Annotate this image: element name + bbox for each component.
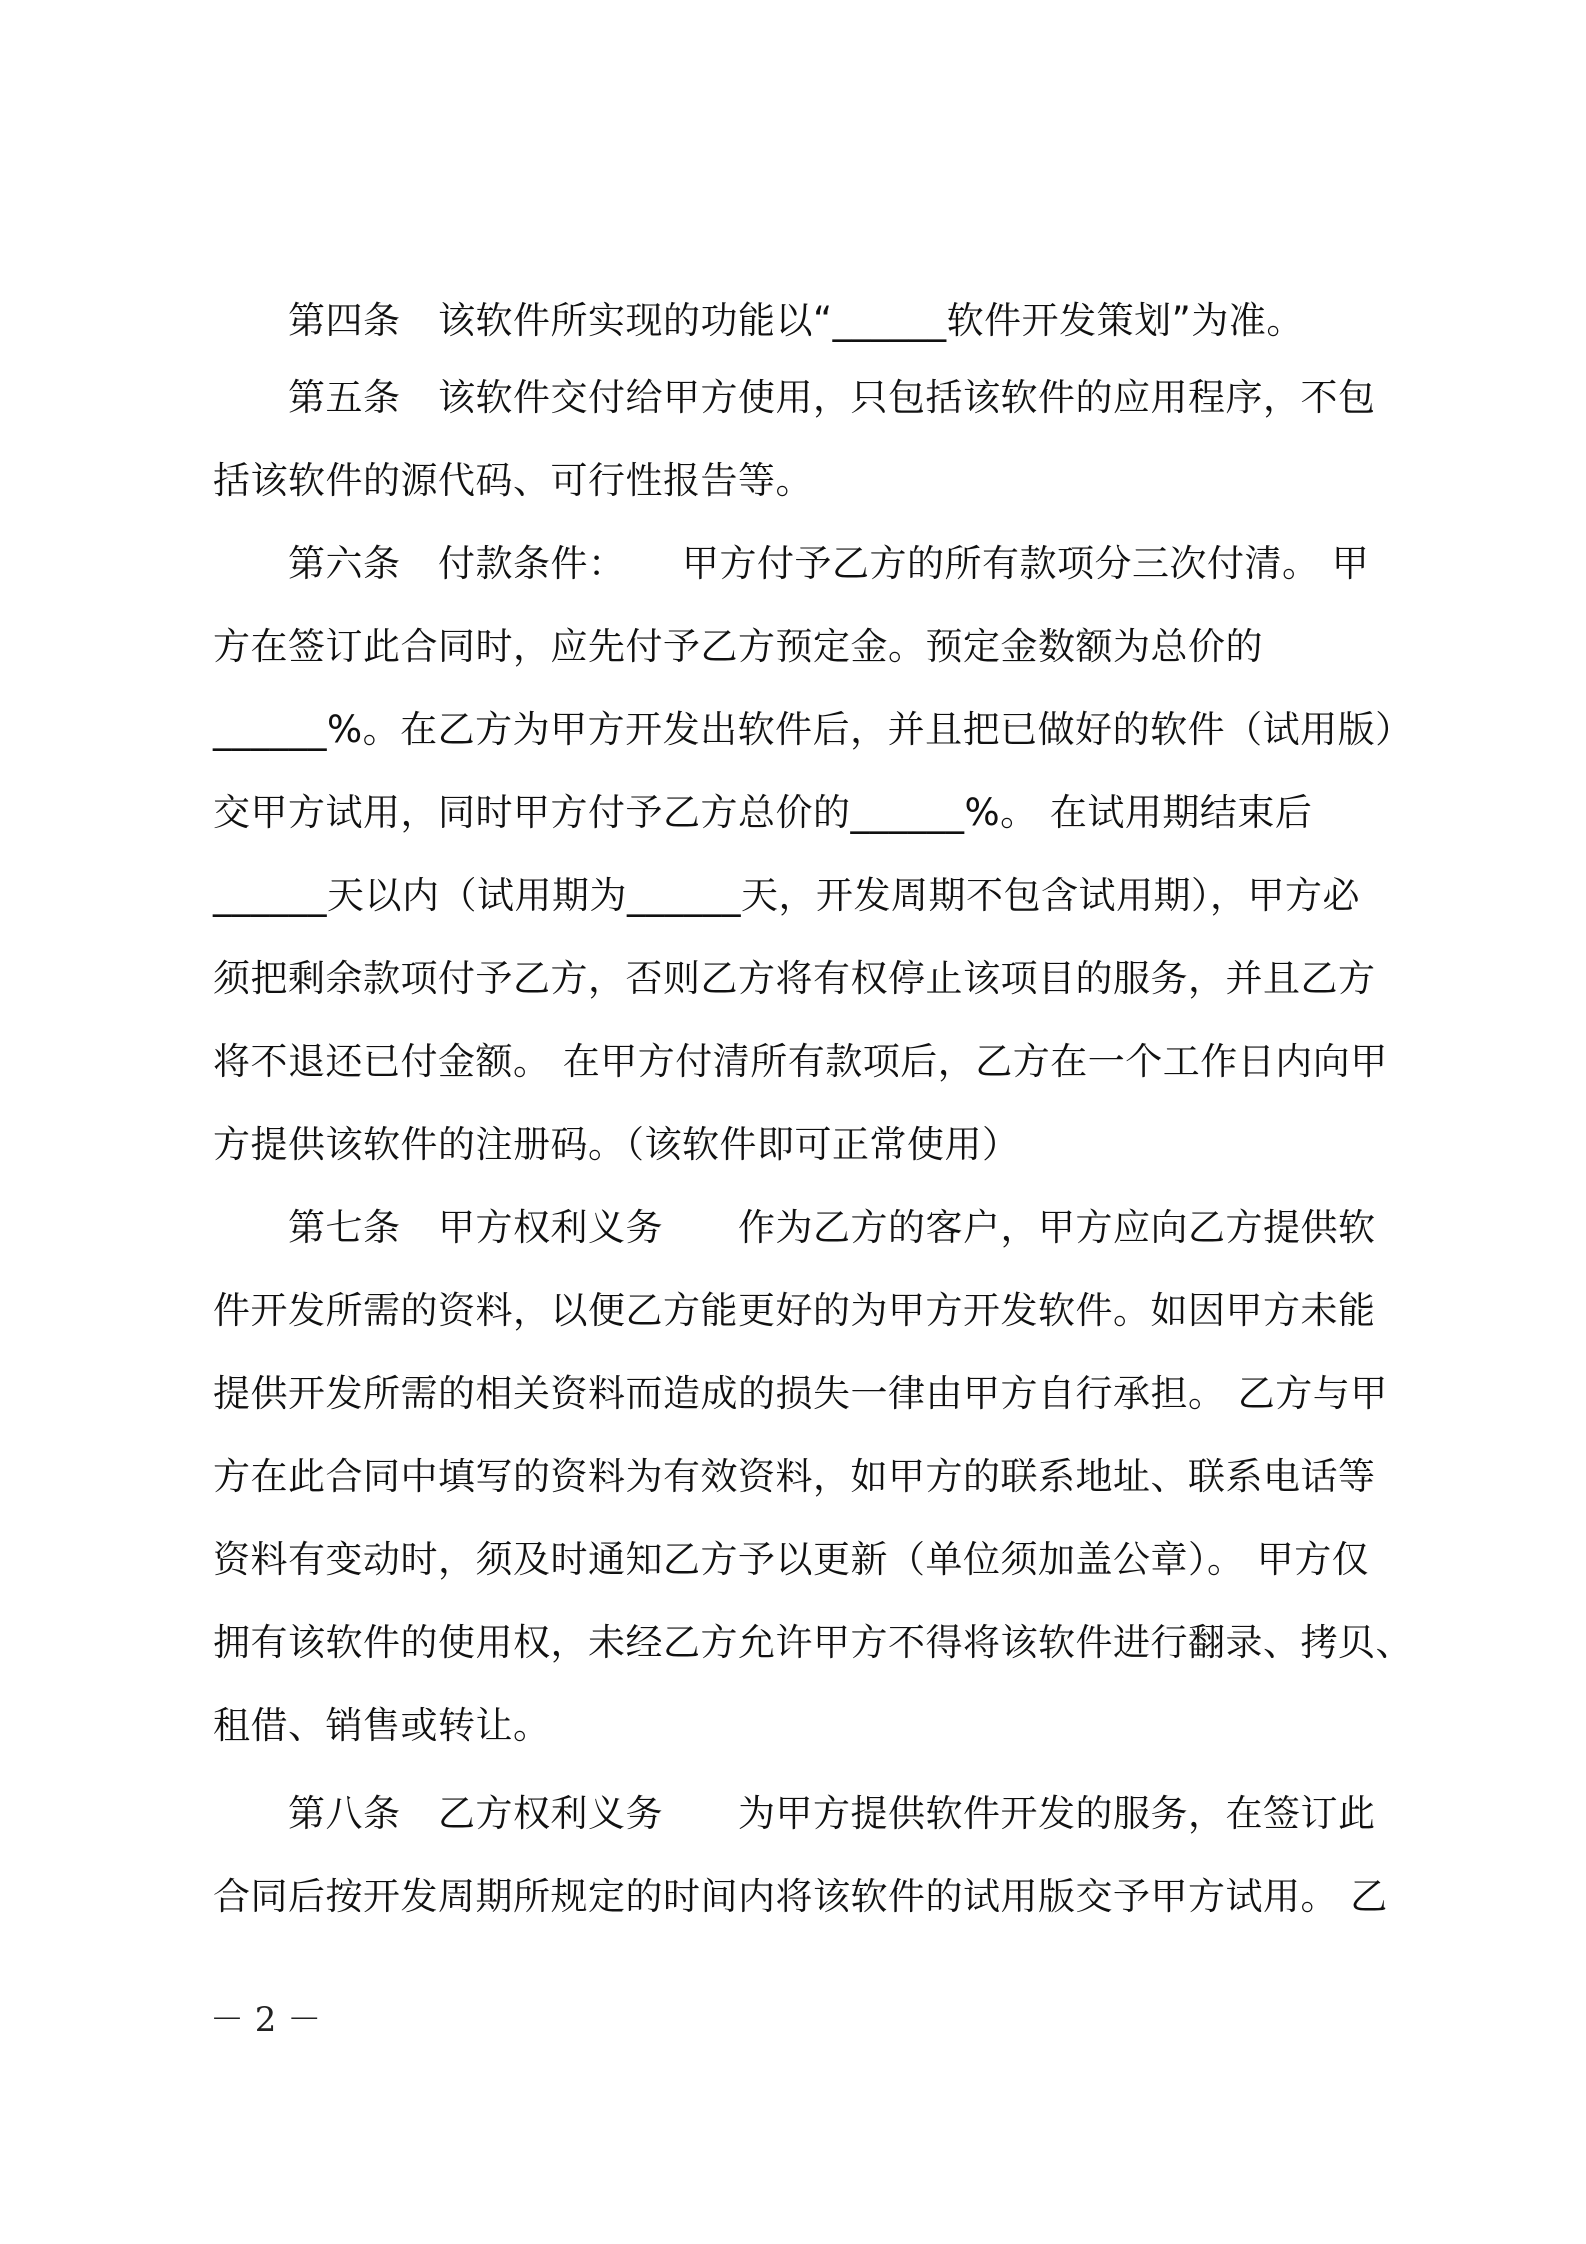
article-7-line-1: 第七条 甲方权利义务 作为乙方的客户，甲方应向乙方提供软 xyxy=(288,1206,1376,1249)
article-6-line-1: 第六条 付款条件： 甲方付予乙方的所有款项分三次付清。 甲 xyxy=(288,542,1370,585)
article-4-line-1: 第四条 该软件所实现的功能以“______软件开发策划”为准。 xyxy=(288,299,1304,342)
article-6-line-4: 交甲方试用，同时甲方付予乙方总价的______%。 在试用期结束后 xyxy=(213,791,1313,834)
article-6-line-6: 须把剩余款项付予乙方，否则乙方将有权停止该项目的服务，并且乙方 xyxy=(213,957,1376,1000)
article-6-line-5: ______天以内（试用期为______天，开发周期不包含试用期），甲方必 xyxy=(213,874,1360,917)
article-7-line-2: 件开发所需的资料，以便乙方能更好的为甲方开发软件。如因甲方未能 xyxy=(213,1289,1376,1332)
article-7-line-3: 提供开发所需的相关资料而造成的损失一律由甲方自行承担。 乙方与甲 xyxy=(213,1372,1388,1415)
article-8-line-1: 第八条 乙方权利义务 为甲方提供软件开发的服务，在签订此 xyxy=(288,1792,1376,1835)
article-6-line-8: 方提供该软件的注册码。（该软件即可正常使用） xyxy=(213,1123,1020,1166)
article-8-line-2: 合同后按开发周期所规定的时间内将该软件的试用版交予甲方试用。 乙 xyxy=(213,1875,1388,1918)
article-5-line-1: 第五条 该软件交付给甲方使用，只包括该软件的应用程序，不包 xyxy=(288,376,1376,419)
article-7-line-6: 拥有该软件的使用权，未经乙方允许甲方不得将该软件进行翻录、拷贝、 xyxy=(213,1621,1413,1664)
article-7-line-4: 方在此合同中填写的资料为有效资料，如甲方的联系地址、联系电话等 xyxy=(213,1455,1376,1498)
article-6-line-2: 方在签订此合同时，应先付予乙方预定金。预定金数额为总价的 xyxy=(213,625,1263,668)
page-number: － 2 － xyxy=(210,2000,322,2040)
article-7-line-5: 资料有变动时，须及时通知乙方予以更新（单位须加盖公章）。 甲方仅 xyxy=(213,1538,1370,1581)
article-7-line-7: 租借、销售或转让。 xyxy=(213,1704,551,1747)
article-5-line-2: 括该软件的源代码、可行性报告等。 xyxy=(213,459,813,502)
article-6-line-7: 将不退还已付金额。 在甲方付清所有款项后，乙方在一个工作日内向甲 xyxy=(213,1040,1388,1083)
article-6-line-3: ______%。在乙方为甲方开发出软件后，并且把已做好的软件（试用版） xyxy=(213,708,1413,751)
